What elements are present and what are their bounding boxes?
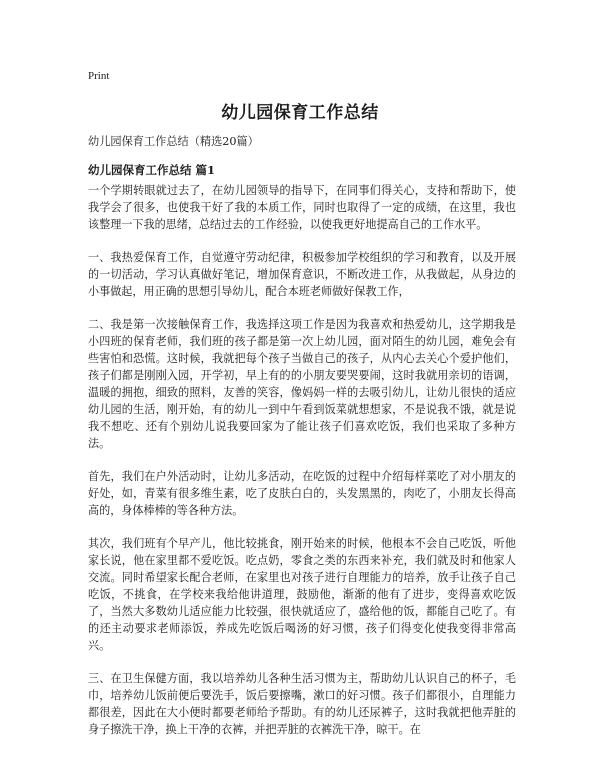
document-subtitle: 幼儿园保育工作总结（精选20篇） <box>88 135 259 148</box>
paragraph-section-2: 二、我是第一次接触保育工作，我选择这项工作是因为我喜欢和热爱幼儿，这学期我是小四班的保育老师，我们班的孩子都是第一次上幼儿园，面对陌生的幼儿园，难免会有些害怕和恐慌。这时候，我就把每个孩子当做自己的孩子，从内心去关心个爱护他们，孩子们都是刚刚入园，开学初，早上有的的小朋友要哭要闹，这时我就用亲切的语调，温暖的拥抱，细致的照料，友善的笑容，像妈妈一样的去吸引幼儿，让幼儿很快的适应幼儿园的生活，刚开始，有的幼儿一到中午看到饭菜就想想家，不是说我不饿，就是说我不想吃、还有个别幼儿说我要回家为了能让孩子们喜欢吃饭，我们也采取了多种方法。 <box>88 318 516 450</box>
print-link[interactable]: Print <box>88 70 110 82</box>
paragraph-section-1: 一、我热爱保育工作，自觉遵守劳动纪律，积极参加学校组织的学习和教育，以及开展的一切活动，学习认真做好笔记，增加保育意识，不断改进工作，从我做起，从身边的小事做起，用正确的思想引导幼儿，配合本班老师做好保教工作， <box>88 251 516 298</box>
section-heading: 幼儿园保育工作总结 篇1 <box>88 163 216 177</box>
paragraph-first: 首先，我们在户外活动时，让幼儿多活动，在吃饭的过程中介绍每样菜吃了对小朋友的好处，如，青菜有很多维生素，吃了皮肤白白的，头发黑黑的，肉吃了，小朋友长得高高的，身体棒棒的等各种方法。 <box>88 470 516 517</box>
document-body <box>88 182 516 754</box>
document-title: 幼儿园保育工作总结 <box>221 103 379 123</box>
paragraph-intro: 一个学期转眼就过去了，在幼儿园领导的指导下，在同事们得关心，支持和帮助下，使我学会了很多，也使我干好了我的本质工作，同时也取得了一定的成绩，在这里，我也该整理一下我的思绪，总结过去的工作经验，以使我更好地提高自己的工作水平。 <box>88 184 516 231</box>
paragraph-section-3: 三、在卫生保健方面，我以培养幼儿各种生活习惯为主，帮助幼儿认识自己的杯子，毛巾，培养幼儿饭前便后要洗手，饭后要擦嘴，漱口的好习惯。孩子们都很小，自理能力都很差，因此在大小便时都要老师给予帮助。有的幼儿还尿裤子，这时我就把他弄脏的身子擦洗干净，换上干净的衣裤，并把弄脏的衣裤洗干净，晾干。在 <box>88 672 516 736</box>
paragraph-second: 其次，我们班有个早产儿，他比较挑食，刚开始来的时候，他根本不会自己吃饭，听他家长说，他在家里都不爱吃饭。吃点奶，零食之类的东西来补充，我们就及时和他家人交流。同时希望家长配合老师，在家里也对孩子进行自理能力的培养，放手让孩子自己吃饭，不挑食，在学校来我给他讲道理，鼓励他，渐渐的他有了进步，变得喜欢吃饭了，当然大多数幼儿适应能力比较强，很快就适应了，盛给他的饭，都能自己吃了。有的还主动要求老师添饭，养成先吃饭后喝汤的好习惯，孩子们得变化使我变得非常高兴。 <box>88 537 516 652</box>
